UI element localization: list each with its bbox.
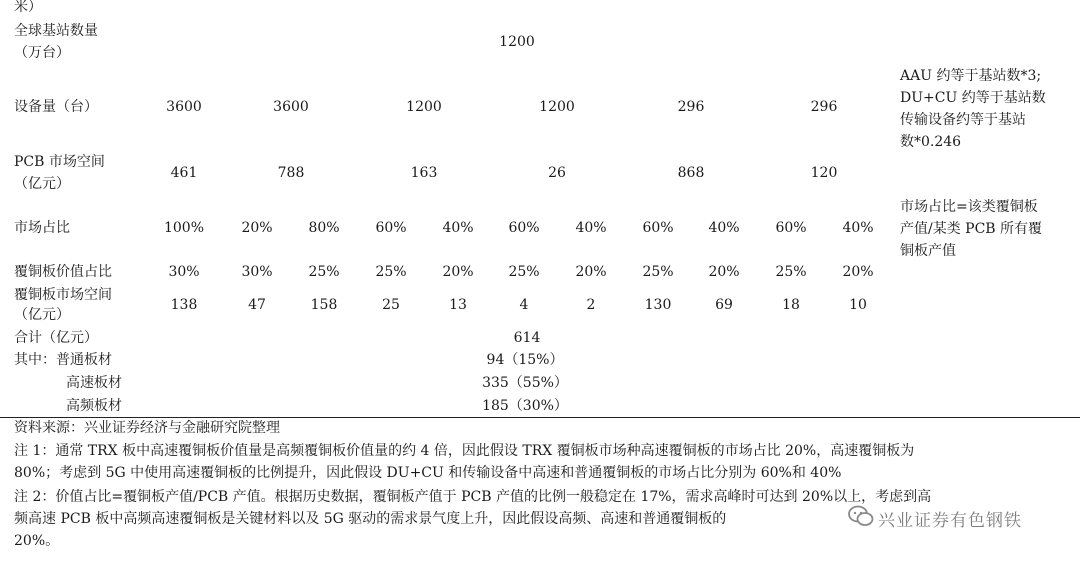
- share-value-cell: 40%: [442, 220, 474, 236]
- share-value-cell: 60%: [508, 220, 540, 236]
- share-value-cell: 60%: [642, 220, 674, 236]
- share-note-1: 市场占比=该类覆铜板: [900, 199, 1038, 215]
- ccl-value-ratio-cell: 25%: [775, 264, 807, 280]
- pcb-market-value-cell: 26: [548, 165, 566, 181]
- equipment-note-3: 传输设备约等于基站: [900, 112, 1026, 128]
- watermark-text: 兴业证券有色钢铁: [878, 511, 1022, 531]
- row-label-base-stations-unit: （万台）: [14, 45, 70, 61]
- note-2-line-2: 频高速 PCB 板中高频高速覆铜板是关键材料以及 5G 驱动的需求景气度上升，因此假设高频、高速和普通覆铜板的: [14, 511, 727, 527]
- ccl-market-value-cell: 158: [310, 297, 338, 313]
- note-1-line-2: 80%；考虑到 5G 中使用高速覆铜板的比例提升，因此假设 DU+CU 和传输设备中高速和普通覆铜板的市场占比分别为 60%和 40%: [14, 465, 842, 481]
- ccl-market-value-cell: 47: [248, 297, 266, 313]
- breakdown-label-highfreq: 高频板材: [66, 398, 122, 414]
- ccl-market-value-cell: 25: [382, 297, 400, 313]
- note-1-line-1: 注 1：通常 TRX 板中高速覆铜板价值量是高频覆铜板价值量的约 4 倍，因此假设 TRX 覆铜板市场种高速覆铜板的市场占比 20%，高速覆铜板为: [14, 443, 915, 459]
- pcb-market-value-cell: 868: [677, 165, 705, 181]
- note-2-line-1: 注 2：价值占比=覆铜板产值/PCB 产值。根据历史数据，覆铜板产值于 PCB 产值的比例一般稳定在 17%，需求高峰时可达到 20%以上，考虑到高: [14, 489, 932, 505]
- ccl-value-ratio-cell: 30%: [168, 264, 200, 280]
- share-value-cell: 40%: [708, 220, 740, 236]
- ccl-market-value-cell: 10: [849, 297, 867, 313]
- total-value: 614: [513, 330, 541, 346]
- equipment-note-1: AAU 约等于基站数*3;: [900, 68, 1042, 84]
- share-value-cell: 60%: [775, 220, 807, 236]
- share-value-cell: 40%: [842, 220, 874, 236]
- equipment-value-cell: 1200: [539, 99, 575, 115]
- ccl-market-value-cell: 130: [644, 297, 672, 313]
- breakdown-label-normal: 其中：普通板材: [14, 352, 112, 368]
- ccl-value-ratio-cell: 25%: [642, 264, 674, 280]
- pcb-market-value-cell: 461: [170, 165, 198, 181]
- breakdown-value-highspeed: 335（55%）: [482, 375, 568, 391]
- share-value-cell: 100%: [163, 220, 205, 236]
- ccl-market-value-cell: 4: [519, 297, 529, 313]
- watermark: [848, 500, 1068, 534]
- note-2-line-3: 20%。: [14, 533, 60, 549]
- ccl-value-ratio-cell: 20%: [442, 264, 474, 280]
- source-line: 资料来源：兴业证券经济与金融研究院整理: [14, 420, 280, 436]
- pcb-market-value-cell: 120: [810, 165, 838, 181]
- breakdown-label-highspeed: 高速板材: [66, 375, 122, 391]
- share-value-cell: 40%: [575, 220, 607, 236]
- row-label-share: 市场占比: [14, 220, 70, 236]
- row-label-ccl-market-unit: （亿元）: [14, 307, 70, 323]
- pcb-market-value-cell: 163: [410, 165, 438, 181]
- ccl-value-ratio-cell: 20%: [842, 264, 874, 280]
- share-note-3: 铜板产值: [900, 243, 956, 259]
- equipment-value-cell: 3600: [166, 99, 202, 115]
- row-label-pcb-market-unit: （亿元）: [14, 176, 70, 192]
- breakdown-value-normal: 94（15%）: [486, 352, 564, 368]
- equipment-value-cell: 1200: [406, 99, 442, 115]
- share-value-cell: 20%: [241, 220, 273, 236]
- ccl-value-ratio-cell: 25%: [308, 264, 340, 280]
- equipment-note-2: DU+CU 约等于基站数: [900, 90, 1046, 106]
- row-label-pcb-market: PCB 市场空间: [14, 154, 105, 170]
- row-label-base-stations: 全球基站数量: [14, 23, 98, 39]
- share-value-cell: 80%: [308, 220, 340, 236]
- share-note-2: 产值/某类 PCB 所有覆: [900, 221, 1043, 237]
- base-stations-value: 1200: [499, 34, 535, 50]
- row-label-equipment: 设备量（台）: [14, 99, 98, 115]
- ccl-market-value-cell: 138: [170, 297, 198, 313]
- pcb-market-value-cell: 788: [277, 165, 305, 181]
- equipment-value-cell: 296: [677, 99, 705, 115]
- row-label-ccl-value-ratio: 覆铜板价值占比: [14, 264, 112, 280]
- ccl-market-value-cell: 2: [586, 297, 596, 313]
- row-label-total: 合计（亿元）: [14, 330, 98, 346]
- ccl-value-ratio-cell: 25%: [375, 264, 407, 280]
- ccl-market-value-cell: 13: [449, 297, 467, 313]
- equipment-note-4: 数*0.246: [900, 134, 962, 150]
- row-label-ccl-market: 覆铜板市场空间: [14, 287, 112, 303]
- ccl-value-ratio-cell: 25%: [508, 264, 540, 280]
- ccl-value-ratio-cell: 30%: [241, 264, 273, 280]
- wechat-logo-icon: [848, 504, 874, 528]
- header-fragment: 米）: [14, 0, 42, 15]
- equipment-value-cell: 296: [810, 99, 838, 115]
- ccl-value-ratio-cell: 20%: [575, 264, 607, 280]
- ccl-value-ratio-cell: 20%: [708, 264, 740, 280]
- share-value-cell: 60%: [375, 220, 407, 236]
- ccl-market-value-cell: 18: [782, 297, 800, 313]
- ccl-market-value-cell: 69: [715, 297, 733, 313]
- breakdown-value-highfreq: 185（30%）: [482, 398, 568, 414]
- equipment-value-cell: 3600: [273, 99, 309, 115]
